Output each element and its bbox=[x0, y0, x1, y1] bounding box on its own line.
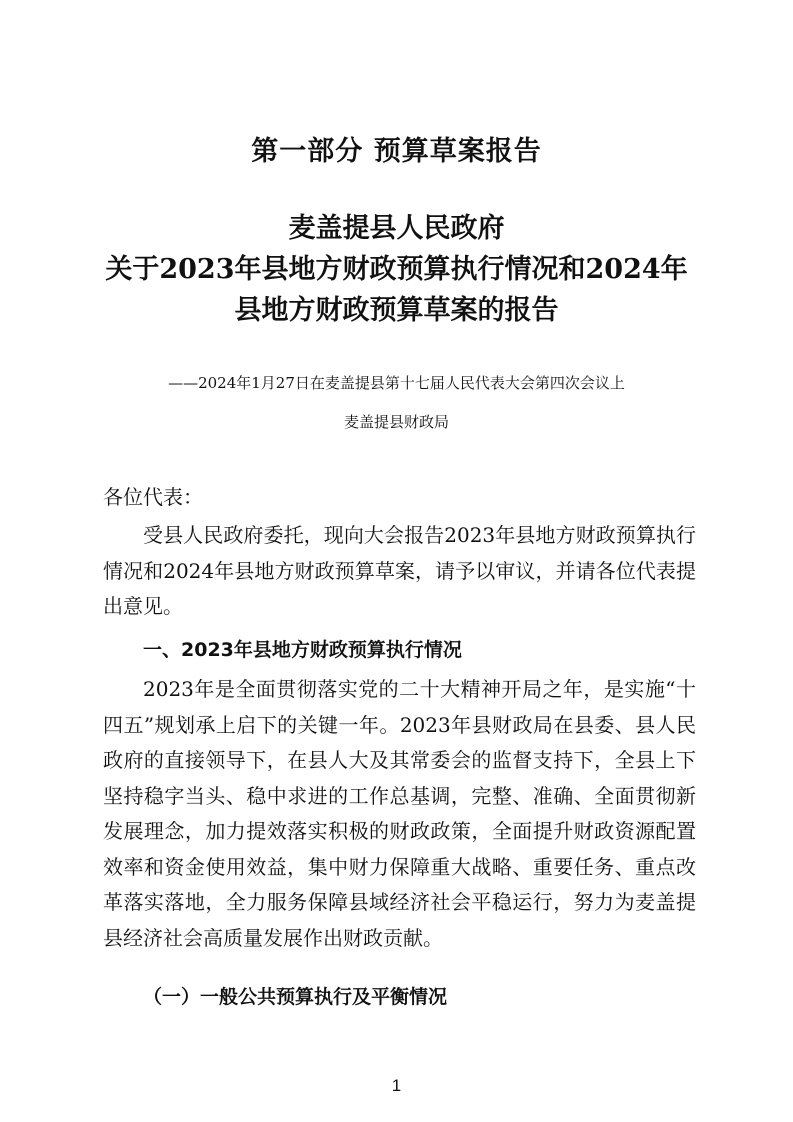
report-title-line-3: 县地方财政预算草案的报告 bbox=[234, 295, 559, 326]
report-title bbox=[60, 208, 733, 331]
section-heading: 一、2023年县地方财政预算执行情况 bbox=[143, 639, 462, 661]
body-paragraph: 2023年是全面贯彻落实党的二十大精神开局之年，是实施“十四五”规划承上启下的关键一年。2023年县财政局在县委、县人民政府的直接领导下，在县人大及其常委会的监督支持下，全县上下坚持稳字当头、稳中求进的工作总基调，完整、准确、全面贯彻新发展理念，加力提效落实积极的财政政策，全面提升财政资源配置效率和资金使用效益，集中财力保障重大战略、重要任务、重点改革落实落地，全力服务保障县域经济社会平稳运行，努力为麦盖提县经济社会高质量发展作出财政贡献。 bbox=[103, 677, 696, 950]
author-line: 麦盖提县财政局 bbox=[343, 413, 449, 431]
report-title-line-1: 麦盖提县人民政府 bbox=[288, 213, 505, 244]
salutation: 各位代表： bbox=[103, 485, 203, 509]
page-number: 1 bbox=[391, 1076, 402, 1095]
meeting-subtitle: ——2024年1月27日在麦盖提县第十七届人民代表大会第四次会议上 bbox=[168, 374, 625, 392]
part-title: 第一部分 预算草案报告 bbox=[251, 136, 542, 167]
opening-paragraph: 受县人民政府委托，现向大会报告2023年县地方财政预算执行情况和2024年县地方财政预算草案，请予以审议，并请各位代表提出意见。 bbox=[103, 523, 696, 618]
report-title-line-2: 关于2023年县地方财政预算执行情况和2024年 bbox=[105, 254, 688, 285]
subsection-heading: （一）一般公共预算执行及平衡情况 bbox=[143, 986, 448, 1008]
